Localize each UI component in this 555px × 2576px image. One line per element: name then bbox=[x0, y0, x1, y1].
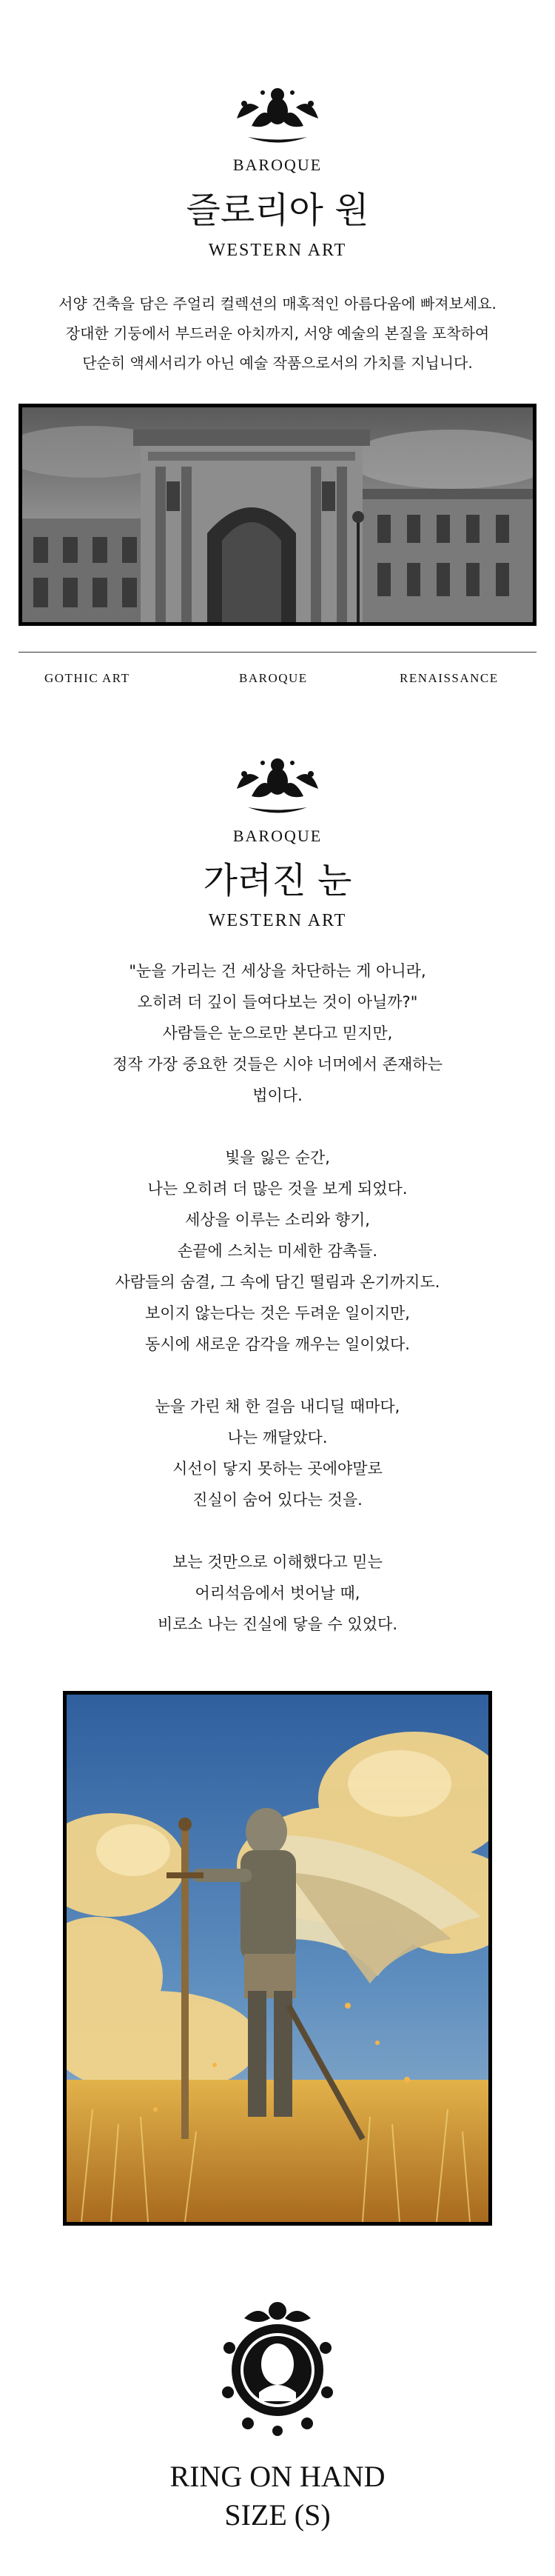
poem-line: 법이다. bbox=[252, 1087, 303, 1104]
knight-painting bbox=[63, 1691, 492, 2226]
poem-line: 보는 것만으로 이해했다고 믿는 bbox=[172, 1553, 383, 1571]
poem-line: 어리석음에서 벗어날 때, bbox=[195, 1584, 360, 1602]
poem-line: 손끝에 스치는 미세한 감촉들. bbox=[177, 1242, 378, 1260]
poem-line: 정작 가장 중요한 것들은 시야 너머에서 존재하는 bbox=[112, 1055, 443, 1073]
section2-title: 가려진 눈 bbox=[203, 860, 352, 901]
section2-label-top: BAROQUE bbox=[232, 827, 323, 845]
section2-label-bottom: WESTERN ART bbox=[208, 911, 347, 930]
intro-line: 서양 건축을 담은 주얼리 컬렉션의 매혹적인 아름다움에 빠져보세요. bbox=[58, 295, 497, 313]
poem-line: 눈을 가린 채 한 걸음 내디딜 때마다, bbox=[155, 1398, 400, 1415]
section1-label-bottom: WESTERN ART bbox=[208, 241, 347, 260]
intro-line: 장대한 기둥에서 부드러운 아치까지, 서양 예술의 본질을 포착하여 bbox=[65, 324, 490, 342]
intro-line: 단순히 액세서리가 아닌 예술 작품으로서의 가치를 지닙니다. bbox=[82, 354, 473, 372]
nav-item-gothic-art[interactable]: GOTHIC ART bbox=[44, 671, 130, 685]
poem-line: 세상을 이루는 소리와 향기, bbox=[185, 1211, 370, 1229]
poem-line: 비로소 나는 진실에 닿을 수 있었다. bbox=[157, 1615, 398, 1633]
section1-intro bbox=[0, 289, 555, 378]
architecture-photo bbox=[18, 404, 536, 626]
poem-line: 보이지 않는다는 것은 두려운 일이지만, bbox=[145, 1304, 410, 1322]
poem-line: 나는 깨달았다. bbox=[227, 1429, 328, 1447]
section1-label-top: BAROQUE bbox=[232, 156, 323, 174]
ring-title-line1: RING ON HAND bbox=[169, 2460, 386, 2493]
section1-title: 즐로리아 원 bbox=[186, 190, 369, 231]
divider bbox=[18, 652, 536, 653]
poem-line: 나는 오히려 더 많은 것을 보게 되었다. bbox=[147, 1180, 408, 1198]
poem-line: 오히려 더 깊이 들여다보는 것이 아닐까?" bbox=[137, 993, 418, 1011]
poem-line: 진실이 숨어 있다는 것을. bbox=[192, 1491, 363, 1509]
poem-line: 시선이 닿지 못하는 곳에야말로 bbox=[172, 1460, 383, 1478]
poem bbox=[0, 955, 555, 1640]
poem-line: 사람들의 숨결, 그 속에 담긴 떨림과 온기까지도. bbox=[115, 1273, 440, 1291]
ring-title-line2: SIZE (S) bbox=[224, 2498, 331, 2532]
poem-line: 빛을 잃은 순간, bbox=[225, 1149, 330, 1167]
nav-item-renaissance[interactable]: RENAISSANCE bbox=[400, 671, 499, 685]
poem-line: 사람들은 눈으로만 본다고 믿지만, bbox=[162, 1024, 393, 1042]
baroque-crest-icon bbox=[222, 752, 333, 818]
poem-line: "눈을 가리는 건 세상을 차단하는 게 아니라, bbox=[129, 962, 426, 980]
cameo-medallion-icon bbox=[215, 2296, 340, 2437]
poem-line: 동시에 새로운 감각을 깨우는 일이었다. bbox=[145, 1335, 410, 1353]
baroque-crest-icon bbox=[222, 81, 333, 148]
nav-item-baroque[interactable]: BAROQUE bbox=[239, 671, 308, 685]
